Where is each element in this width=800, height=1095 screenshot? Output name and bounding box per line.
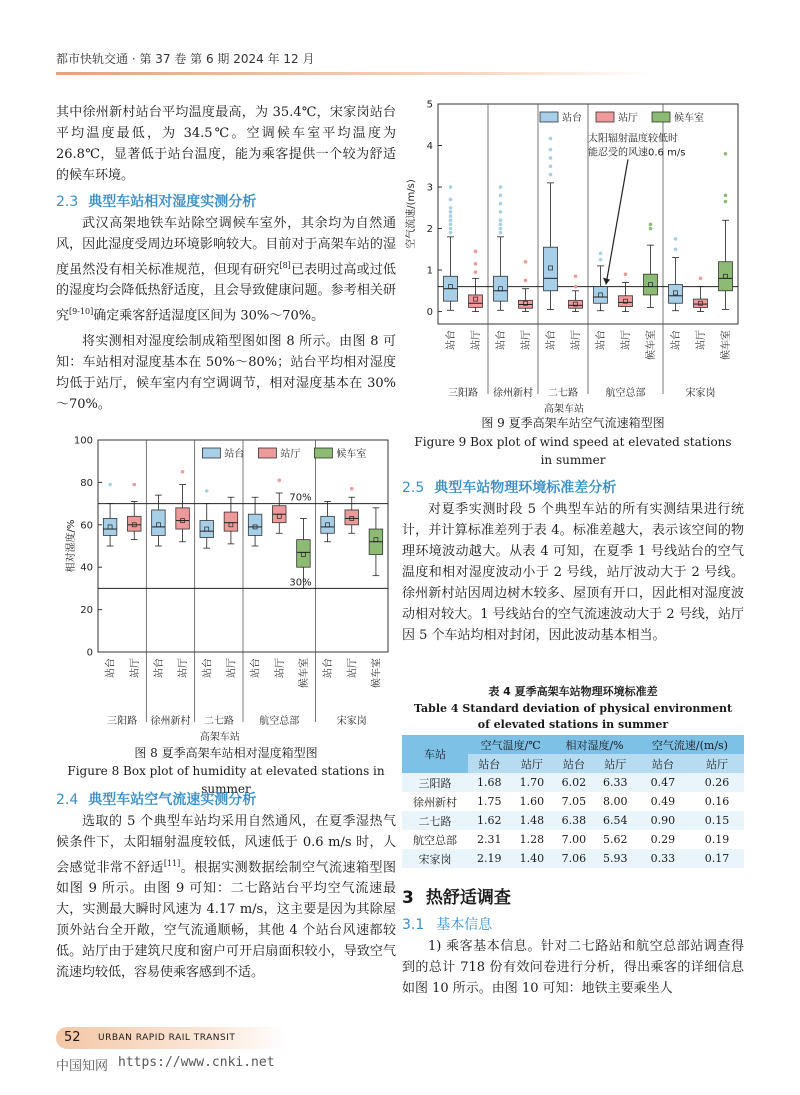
box-站厅 [127,516,141,531]
x-tick-label: 候车室 [298,658,310,688]
table-subhead: 站台 [468,754,511,773]
table-cell-station: 徐州新村 [402,792,468,811]
outlier-point [624,272,628,276]
x-tick-label: 站台 [202,658,214,678]
x-tick-label: 候车室 [371,658,383,688]
outlier-point [499,231,503,235]
x-tick-label: 站厅 [621,330,632,350]
outlier-point [674,237,678,241]
paragraph-2-3-2: 将实测相对湿度绘制成箱型图如图 8 所示。由图 8 可知：车站相对湿度基本在 50%～80%；站台平均相对湿度均低于站厅，候车室内有空调调节，相对湿度基本在 30%～70%。 [56,333,396,412]
group-label: 二七路 [548,388,578,399]
x-tick-label: 站厅 [347,658,359,678]
annotation-line-1: 太阳辐射温度较低时 [588,133,678,145]
outlier-point [574,285,578,289]
box-站厅 [569,300,583,308]
table-cell-value: 0.26 [690,773,744,792]
outlier-point [449,214,453,218]
group-label: 徐州新村 [493,388,533,399]
table-cell-value: 1.28 [511,830,554,849]
figure-9-caption-zh: 图 9 夏季高架车站空气流速箱型图 [481,416,665,430]
section-title: 基本信息 [436,917,493,933]
section-2-5-heading [402,478,744,499]
outlier-point [649,223,653,227]
legend-swatch [314,448,332,458]
figure-8-caption-en: Figure 8 Box plot of humidity at elevated stations in summer [67,764,385,796]
x-tick-label: 站台 [496,330,507,350]
y-tick-label: 4 [426,141,433,153]
box-候车室 [297,540,311,568]
box-站厅 [619,296,633,307]
citation: [11] [163,859,181,868]
legend-label: 站台 [224,449,245,460]
outlier-point [474,250,478,254]
outlier-point [449,231,453,235]
legend-label: 候车室 [674,113,704,124]
legend-swatch [652,112,670,122]
reference-line-label: 70% [289,492,312,504]
text: 武汉高架地铁车站除空调候车室外，其余均为自然通风，因此湿度受周边环境影响较大。目前对于高架车站的湿度虽然没有相关标准规范，但现有研究 [56,216,396,278]
x-tick-label: 站厅 [226,658,238,678]
journal-name-en: URBAN RAPID RAIL TRANSIT [98,1033,236,1043]
outlier-point [499,227,503,231]
x-tick-label: 候车室 [721,330,732,360]
running-head: 都市快轨交通 · 第 37 卷 第 6 期 2024 年 12 月 [56,52,315,66]
table-cell-value: 0.47 [636,773,690,792]
left-column-lower [56,790,396,983]
outlier-point [724,200,728,204]
right-column [402,478,744,646]
table-cell-value: 0.90 [636,811,690,830]
x-axis-label: 高架车站 [199,732,240,743]
legend-swatch [540,112,558,122]
x-tick-label: 站台 [596,330,607,350]
right-column-lower [402,888,744,999]
table-cell-value: 5.93 [595,849,636,868]
table-cell-value: 7.00 [553,830,594,849]
outlier-point [549,148,553,152]
table-cell-value: 1.70 [511,773,554,792]
y-tick-label: 5 [426,99,433,111]
outlier-point [549,164,553,168]
group-label: 宋家岗 [685,388,716,399]
outlier-point [449,198,453,202]
outlier-point [499,210,503,214]
citation: [8] [279,261,291,270]
box-站台 [544,247,558,291]
outlier-point [181,470,185,474]
group-label: 宋家岗 [336,716,367,727]
table-head-rh: 相对湿度/% [553,735,636,754]
table-cell-station: 二七路 [402,811,468,830]
table-cell-value: 0.17 [690,849,744,868]
annotation-arrowhead [603,278,610,285]
table-cell-value: 1.60 [511,792,554,811]
outlier-point [449,227,453,231]
table-cell-value: 6.38 [553,811,594,830]
table-cell-value: 7.06 [553,849,594,868]
paragraph-2-5-1: 对夏季实测时段 5 个典型车站的所有实测结果进行统计，并计算标准差列于表 4。标准差越大，表示该空间的物理环境波动越大。从表 4 可知，在夏季 1 号线站台的空气温度和相对湿度波动小于 2 号线，站厅波动大于 2 号线。徐州新村站因周边树木较多、屋顶有开口，因此相对湿度波动相对较大。1 号线站台的空气流速波动大于 2 号线，站厅因 5 个车站均相对封闭，因此波动基本相当。 [402,502,744,643]
text: 。根据实测数据绘制空气流速箱型图如图 9 所示。由图 9 可知：二七路站台平均空气流速最大，实测最大瞬时风速为 4.17 m/s，这主要是因为其除屋顶外站台全开敞，空气流通顺畅，其他 4 个站台风速都较低。站厅由于建筑尺度和窗户可开启扇面积较小，导致空气流速均较低，容易使乘客感到不适。 [56,860,396,981]
outlier-point [674,247,678,251]
y-tick-label: 80 [80,477,93,489]
table-cell-station: 三阳路 [402,773,468,792]
outlier-point [132,483,136,487]
legend-swatch [202,448,220,458]
y-tick-label: 0 [426,307,433,319]
section-number: 3.1 [402,917,425,933]
section-2-3-heading [56,192,396,213]
x-tick-label: 站台 [105,658,117,678]
outlier-point [524,279,528,283]
table-subhead: 站台 [553,754,594,773]
x-axis-label: 高架车站 [544,404,584,415]
table-cell-value: 1.68 [468,773,511,792]
header-rule [56,72,656,75]
table-row [402,849,744,868]
group-label: 二七路 [203,716,234,727]
outlier-point [724,152,728,156]
table-4-body [402,773,744,868]
y-tick-label: 100 [73,435,93,447]
outlier-point [474,262,478,266]
group-label: 三阳路 [448,388,478,399]
legend-label: 站台 [562,113,582,124]
outlier-point [699,277,703,281]
section-number: 3 [402,888,414,908]
outlier-point [449,210,453,214]
x-tick-label: 站台 [323,658,335,678]
y-tick-label: 1 [426,265,433,277]
y-tick-label: 0 [86,647,93,659]
table-cell-value: 0.29 [636,830,690,849]
y-tick-label: 3 [426,182,433,194]
paragraph-2-3-1 [56,213,396,327]
section-number: 2.3 [56,194,79,210]
figure-8-chart [56,432,396,742]
table-cell-value: 0.33 [636,849,690,868]
table-cell-value: 8.00 [595,792,636,811]
x-tick-label: 站厅 [696,330,707,350]
x-tick-label: 站厅 [129,658,141,678]
legend-label: 站厅 [280,449,301,460]
table-subhead: 站厅 [511,754,554,773]
outlier-point [474,270,478,274]
legend-label: 站厅 [618,113,638,124]
y-tick-label: 20 [80,605,93,617]
y-tick-label: 60 [80,520,93,532]
box-候车室 [644,274,658,295]
table-cell-station: 航空总部 [402,830,468,849]
outlier-point [599,258,603,262]
outlier-point [599,252,603,256]
outlier-point [449,218,453,222]
table-subhead: 站厅 [690,754,744,773]
figure-8-caption-zh: 图 8 夏季高架车站相对湿度箱型图 [134,746,318,760]
table-cell-value: 6.33 [595,773,636,792]
annotation-line-2: 能忍受的风速0.6 m/s [588,147,686,159]
x-tick-label: 站台 [671,330,682,350]
table-head-wind: 空气流速/(m/s) [636,735,744,754]
page-number: 52 [64,1030,81,1045]
x-tick-label: 站厅 [471,330,482,350]
group-label: 三阳路 [107,716,138,727]
outlier-point [724,194,728,198]
outlier-point [108,483,112,487]
table-cell-value: 5.62 [595,830,636,849]
table-4-caption-en: Table 4 Standard deviation of physical environment [413,702,733,715]
text: 选取的 5 个典型车站均采用自然通风，在夏季湿热气候条件下，太阳辐射温度较低，风速低于 0.6 m/s 时，人会感觉非常不舒适 [56,814,396,876]
section-3-heading [402,888,744,909]
paragraph-2-4-1 [56,811,396,983]
annotation-arrow [606,159,628,284]
box-站台 [200,521,214,538]
table-4-caption-en-2: of elevated stations in summer [477,718,669,731]
outlier-point [574,274,578,278]
x-tick-label: 站台 [153,658,165,678]
box-站台 [594,287,608,304]
outlier-point [499,218,503,222]
table-subhead: 站厅 [595,754,636,773]
outlier-point [549,156,553,160]
table-head-temp: 空气温度/℃ [468,735,553,754]
table-subhead: 站台 [636,754,690,773]
x-tick-label: 站台 [546,330,557,350]
outlier-point [277,478,281,482]
y-axis-label: 相对湿度/% [66,519,77,573]
x-tick-label: 站台 [446,330,457,350]
table-cell-value: 1.75 [468,792,511,811]
section-3-1-heading [402,915,744,936]
table-row [402,792,744,811]
outlier-point [499,202,503,206]
y-tick-label: 2 [426,224,433,236]
box-站台 [494,276,508,301]
table-cell-value: 1.40 [511,849,554,868]
table-cell-station: 宋家岗 [402,849,468,868]
figure-9 [402,96,744,415]
text: 确定乘客舒适湿度区间为 30%～70%。 [93,308,325,324]
legend-swatch [258,448,276,458]
table-cell-value: 6.54 [595,811,636,830]
box-站厅 [345,510,359,525]
x-tick-label: 站台 [250,658,262,678]
section-title: 典型车站相对湿度实测分析 [88,194,257,210]
outlier-point [449,223,453,227]
box-站台 [669,285,683,304]
table-cell-value: 1.62 [468,811,511,830]
y-axis-label: 空气流速/(m/s) [406,179,417,249]
outlier-point [205,489,209,493]
section-title: 热舒适调查 [425,888,511,908]
box-站厅 [224,512,238,531]
x-tick-label: 站厅 [178,658,190,678]
outlier-point [549,173,553,177]
outlier-point [499,185,503,189]
figure-9-caption-en-2: in summer [540,453,606,467]
table-cell-value: 0.19 [690,830,744,849]
x-tick-label: 站厅 [571,330,582,350]
outlier-point [499,223,503,227]
table-head-station: 车站 [402,735,468,773]
section-title: 典型车站空气流速实测分析 [88,792,257,808]
box-候车室 [719,262,733,291]
table-cell-value: 0.49 [636,792,690,811]
x-tick-label: 站厅 [521,330,532,350]
x-tick-label: 站厅 [274,658,286,678]
outlier-point [524,260,528,264]
table-cell-value: 7.05 [553,792,594,811]
table-cell-value: 1.48 [511,811,554,830]
y-tick-label: 40 [80,562,93,574]
legend-label: 候车室 [336,449,367,460]
intro-paragraph: 其中徐州新村站台平均温度最高，为 35.4℃，宋家岗站台平均温度最低，为 34.5℃。空调候车室平均温度为 26.8℃，显著低于站台温度，能为乘客提供一个较为舒适的候车环境。 [56,105,396,183]
outlier-point [449,206,453,210]
reference-line-label: 30% [289,577,312,589]
table-cell-value: 0.16 [690,792,744,811]
outlier-point [549,137,553,141]
section-title: 典型车站物理环境标准差分析 [434,480,617,496]
table-4-caption-zh: 表 4 夏季高架车站物理环境标准差 [488,685,658,698]
group-label: 航空总部 [605,388,646,399]
section-2-4-heading [56,790,396,811]
legend-swatch [596,112,614,122]
cnki-url[interactable]: https://www.cnki.net [118,1055,275,1070]
table-cell-value: 2.19 [468,849,511,868]
table-4 [402,735,744,868]
table-row [402,830,744,849]
paragraph-3-1-1: 1) 乘客基本信息。针对二七路站和航空总部站调查得到的总计 718 份有效问卷进行分析，得出乘客的详细信息如图 10 所示。由图 10 可知：地铁主要乘坐人 [402,939,744,996]
outlier-point [649,227,653,231]
figure-9-caption-en: Figure 9 Box plot of wind speed at elevated stations [414,435,732,449]
x-tick-label: 候车室 [646,330,657,360]
table-row [402,773,744,792]
table-row [402,811,744,830]
cnki-logo-text: 中国知网 [56,1059,109,1074]
table-cell-value: 0.15 [690,811,744,830]
outlier-point [449,185,453,189]
section-number: 2.5 [402,480,425,496]
text: 已表明过高或过低的湿度均会降低热舒适度，且会导致健康问题。参考相关研究 [56,262,396,324]
citation: [9-10] [69,307,94,317]
outlier-point [350,487,354,491]
outlier-point [499,194,503,198]
table-cell-value: 6.02 [553,773,594,792]
table-cell-value: 2.31 [468,830,511,849]
box-站台 [103,518,117,535]
box-站台 [321,516,335,533]
group-label: 徐州新村 [150,716,191,727]
figure-9-chart [402,96,744,415]
box-站厅 [694,299,708,307]
left-column [56,102,396,415]
figure-8 [56,432,396,742]
section-number: 2.4 [56,792,79,808]
group-label: 航空总部 [259,716,300,727]
